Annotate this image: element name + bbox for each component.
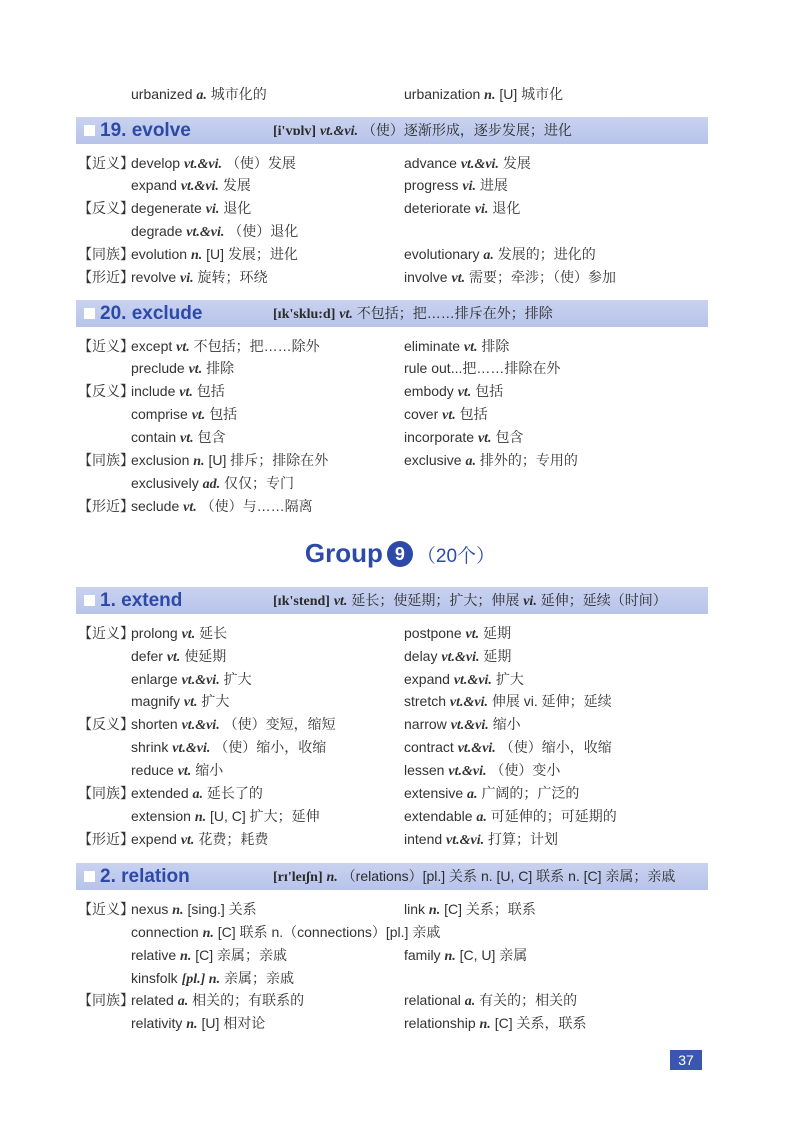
word-item: link n. [C] 关系；联系 [404,901,536,918]
word-item: enlarge vt.&vi. 扩大 [131,671,252,688]
word-item: relational a. 有关的；相关的 [404,992,578,1009]
tag-similar: 【形近】 [78,831,134,847]
word-item: postpone vt. 延期 [404,625,511,642]
headword: 2. relation [100,866,190,887]
word-item: advance vt.&vi. 发展 [404,155,531,172]
word-item: defer vt. 使延期 [131,648,227,665]
word-item: shrink vt.&vi. （使）缩小，收缩 [131,739,327,756]
word-item: magnify vt. 扩大 [131,693,230,710]
headword-bar-relation [76,863,708,890]
tag-synonym: 【近义】 [78,338,134,354]
word-item: related a. 相关的；有联系的 [131,992,305,1009]
tag-synonym: 【近义】 [78,901,134,917]
tag-family: 【同族】 [78,452,134,468]
word-item: comprise vt. 包括 [131,406,238,423]
tag-synonym: 【近义】 [78,625,134,641]
group-number-badge: 9 [387,541,413,567]
headword-definition: [ɪk'sklu:d] vt. 不包括；把……排斥在外；排除 [273,305,553,322]
word-item: expand vt.&vi. 扩大 [404,671,524,688]
word-item: revolve vi. 旋转；环绕 [131,269,268,286]
word-item: extension n. [U, C] 扩大；延伸 [131,808,320,825]
entry-urbanized: urbanized a. 城市化的 [131,86,267,103]
word-item: family n. [C, U] 亲属 [404,947,528,964]
word-item: embody vt. 包括 [404,383,504,400]
word-item: intend vt.&vi. 打算；计划 [404,831,559,848]
word-item: incorporate vt. 包含 [404,429,524,446]
word-item: deteriorate vi. 退化 [404,200,521,217]
word-item: degrade vt.&vi. （使）退化 [131,223,299,240]
word-item: prolong vt. 延长 [131,625,228,642]
tag-similar: 【形近】 [78,498,134,514]
checkbox-icon [84,595,95,606]
word-item: stretch vt.&vi. 伸展 vi. 延伸；延续 [404,693,612,710]
tag-family: 【同族】 [78,246,134,262]
word-item: exclusively ad. 仅仅；专门 [131,475,294,492]
word-item: except vt. 不包括；把……除外 [131,338,320,355]
word-item: progress vi. 进展 [404,177,508,194]
checkbox-icon [84,125,95,136]
word-item: shorten vt.&vi. （使）变短，缩短 [131,716,336,733]
word-item: evolutionary a. 发展的；进化的 [404,246,596,263]
headword-definition: [i'vɒlv] vt.&vi. （使）逐渐形成，逐步发展；进化 [273,122,572,139]
checkbox-icon [84,308,95,319]
word-item: rule out...把……排除在外 [404,360,561,376]
tag-antonym: 【反义】 [78,716,134,732]
word-item: relationship n. [C] 关系，联系 [404,1015,587,1032]
word-item: relative n. [C] 亲属；亲戚 [131,947,287,964]
word-item: seclude vt. （使）与……隔离 [131,498,313,515]
headword-bar-evolve [76,117,708,144]
word-item: expand vt.&vi. 发展 [131,177,251,194]
word-item: nexus n. [sing.] 关系 [131,901,257,918]
page-number: 37 [670,1050,702,1070]
tag-antonym: 【反义】 [78,200,134,216]
headword-definition: [ɪk'stend] vt. 延长；使延期；扩大；伸展 vi. 延伸；延续（时间） [273,592,667,609]
headword: 19. evolve [100,120,191,141]
word-item: contain vt. 包含 [131,429,226,446]
headword-bar-exclude [76,300,708,327]
word-item: eliminate vt. 排除 [404,338,510,355]
tag-similar: 【形近】 [78,269,134,285]
tag-antonym: 【反义】 [78,383,134,399]
headword-definition: [rɪ'leɪʃn] n. （relations）[pl.] 关系 n. [U, C] 联系 n. [C] 亲属；亲戚 [273,868,676,885]
tag-synonym: 【近义】 [78,155,134,171]
checkbox-icon [84,871,95,882]
word-item: develop vt.&vi. （使）发展 [131,155,296,172]
word-item: expend vt. 花费；耗费 [131,831,269,848]
word-item: extended a. 延长了的 [131,785,263,802]
tag-family: 【同族】 [78,785,134,801]
word-item: relativity n. [U] 相对论 [131,1015,266,1032]
headword: 1. extend [100,590,183,611]
tag-family: 【同族】 [78,992,134,1008]
word-item: exclusive a. 排外的；专用的 [404,452,578,469]
word-item: reduce vt. 缩小 [131,762,224,779]
entry-urbanization: urbanization n. [U] 城市化 [404,86,564,103]
group-count: （20个） [416,546,496,567]
group-heading [0,538,800,569]
word-item: preclude vt. 排除 [131,360,235,377]
group-label: Group [304,538,383,568]
word-item: involve vt. 需要；牵涉；（使）参加 [404,269,616,286]
word-item: exclusion n. [U] 排斥；排除在外 [131,452,329,469]
word-item: lessen vt.&vi. （使）变小 [404,762,561,779]
word-item: connection n. [C] 联系 n.（connections）[pl.] 亲戚 [131,924,441,941]
word-item: extensive a. 广阔的；广泛的 [404,785,580,802]
word-item: extendable a. 可延伸的；可延期的 [404,808,617,825]
word-item: kinsfolk [pl.] n. 亲属；亲戚 [131,970,294,987]
word-item: delay vt.&vi. 延期 [404,648,512,665]
word-item: contract vt.&vi. （使）缩小，收缩 [404,739,612,756]
headword: 20. exclude [100,303,203,324]
word-item: include vt. 包括 [131,383,225,400]
word-item: narrow vt.&vi. 缩小 [404,716,521,733]
word-item: cover vt. 包括 [404,406,488,423]
word-item: degenerate vi. 退化 [131,200,252,217]
word-item: evolution n. [U] 发展；进化 [131,246,298,263]
headword-bar-extend [76,587,708,614]
